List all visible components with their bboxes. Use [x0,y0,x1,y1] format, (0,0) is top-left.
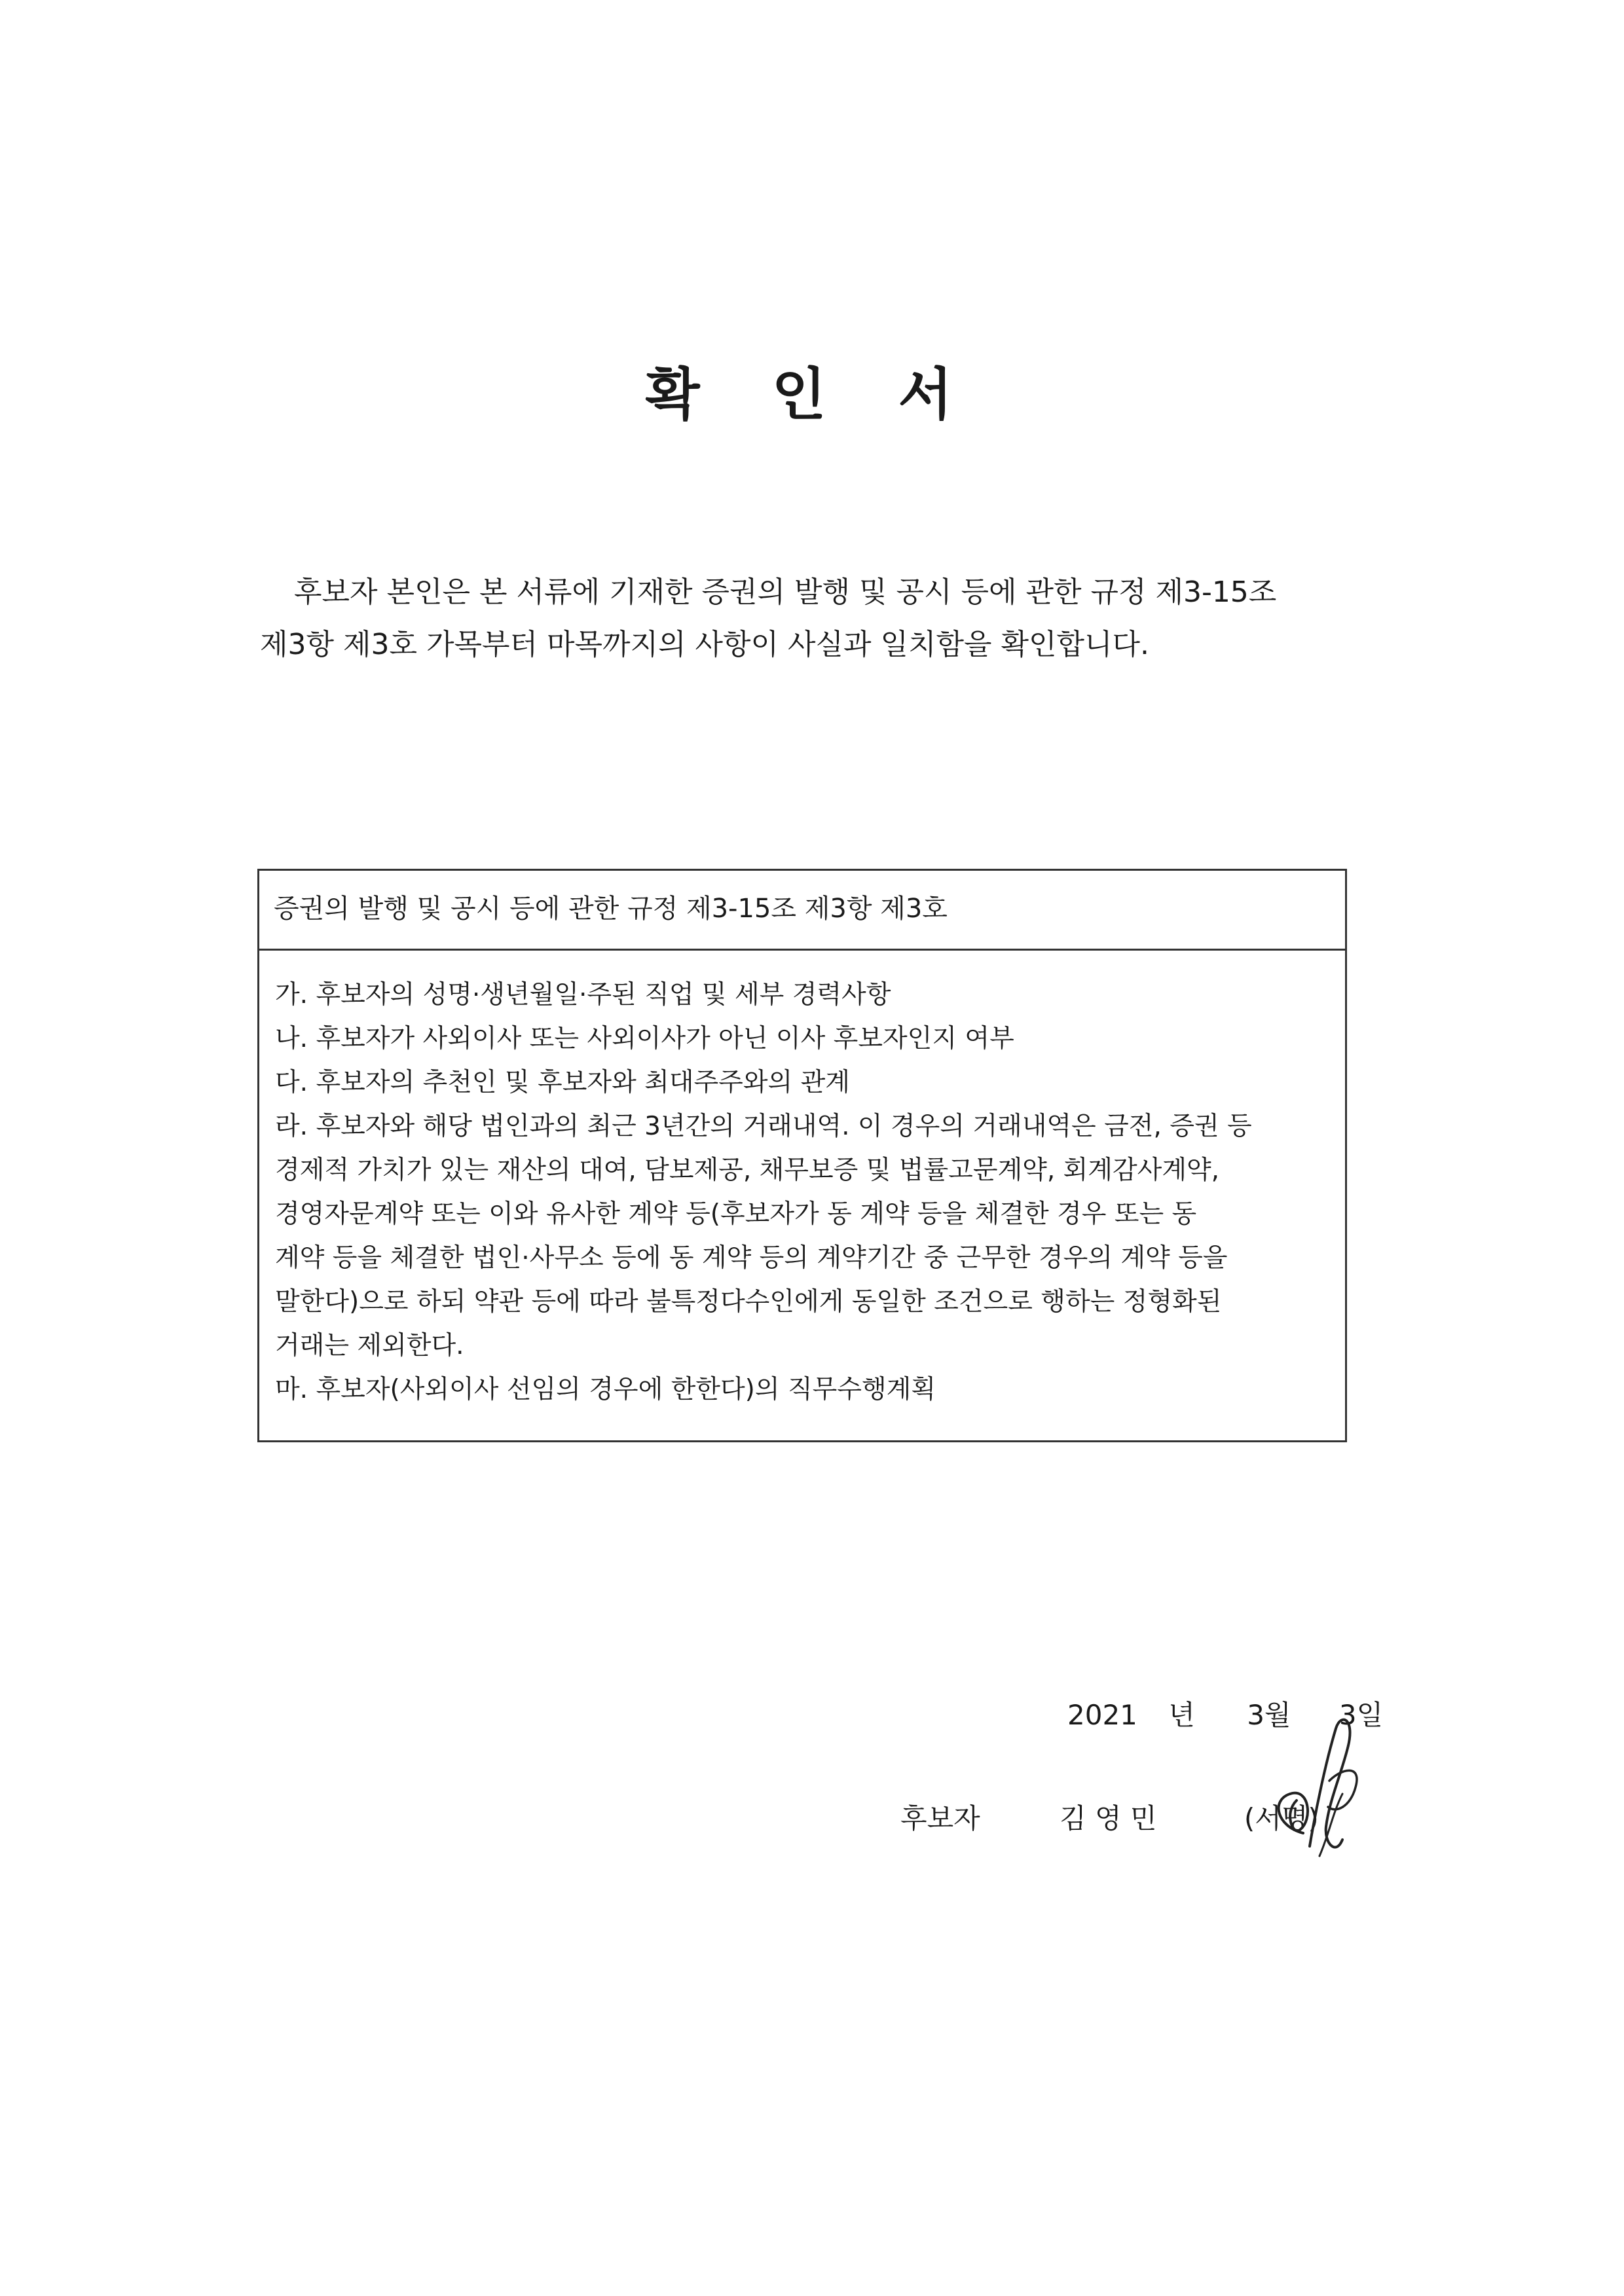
document-title: 확 인 서 [645,362,979,428]
date-month: 3월 [1247,1699,1291,1731]
regulation-item: 계약 등을 체결한 법인·사무소 등에 동 계약 등의 계약기간 중 근무한 경우의 계약 등을 [275,1243,1228,1273]
regulation-item: 경제적 가치가 있는 재산의 대여, 담보제공, 채무보증 및 법률고문계약, 회계감사계약, [275,1156,1220,1185]
regulation-items [259,951,1345,1412]
regulation-item: 라. 후보자와 해당 법인과의 최근 3년간의 거래내역. 이 경우의 거래내역은 금전, 증권 등 [275,1112,1252,1141]
signer-name: 김 영 민 [1060,1802,1157,1834]
confirmation-statement [260,566,1386,671]
regulation-item: 경영자문계약 또는 이와 유사한 계약 등(후보자가 동 계약 등을 체결한 경우 또는 동 [275,1199,1197,1229]
date-year: 2021 [1067,1699,1137,1731]
regulation-item: 나. 후보자가 사외이사 또는 사외이사가 아닌 이사 후보자인지 여부 [275,1024,1014,1053]
regulation-heading: 증권의 발행 및 공시 등에 관한 규정 제3-15조 제3항 제3호 [259,871,1345,951]
regulation-item: 가. 후보자의 성명·생년월일·주된 직업 및 세부 경력사항 [275,980,891,1010]
signer-role: 후보자 [900,1802,980,1834]
signer-line [900,1799,1319,1838]
regulation-item: 마. 후보자(사외이사 선임의 경우에 한한다)의 직무수행계획 [275,1375,936,1404]
sign-note: (서명) [1244,1802,1319,1834]
statement-line: 후보자 본인은 본 서류에 기재한 증권의 발행 및 공시 등에 관한 규정 제3-15조 [294,575,1277,609]
regulation-item: 말한다)으로 하되 약관 등에 따라 불특정다수인에게 동일한 조건으로 행하는 정형화된 [275,1287,1222,1317]
handwritten-signature [1264,1702,1375,1866]
date-day: 3일 [1338,1699,1384,1731]
date-year-unit: 년 [1168,1699,1195,1731]
statement-line: 제3항 제3호 가목부터 마목까지의 사항이 사실과 일치함을 확인합니다. [260,628,1149,661]
regulation-item: 다. 후보자의 추천인 및 후보자와 최대주주와의 관계 [275,1068,850,1097]
regulation-item: 거래는 제외한다. [275,1331,464,1360]
regulation-box [257,869,1347,1442]
